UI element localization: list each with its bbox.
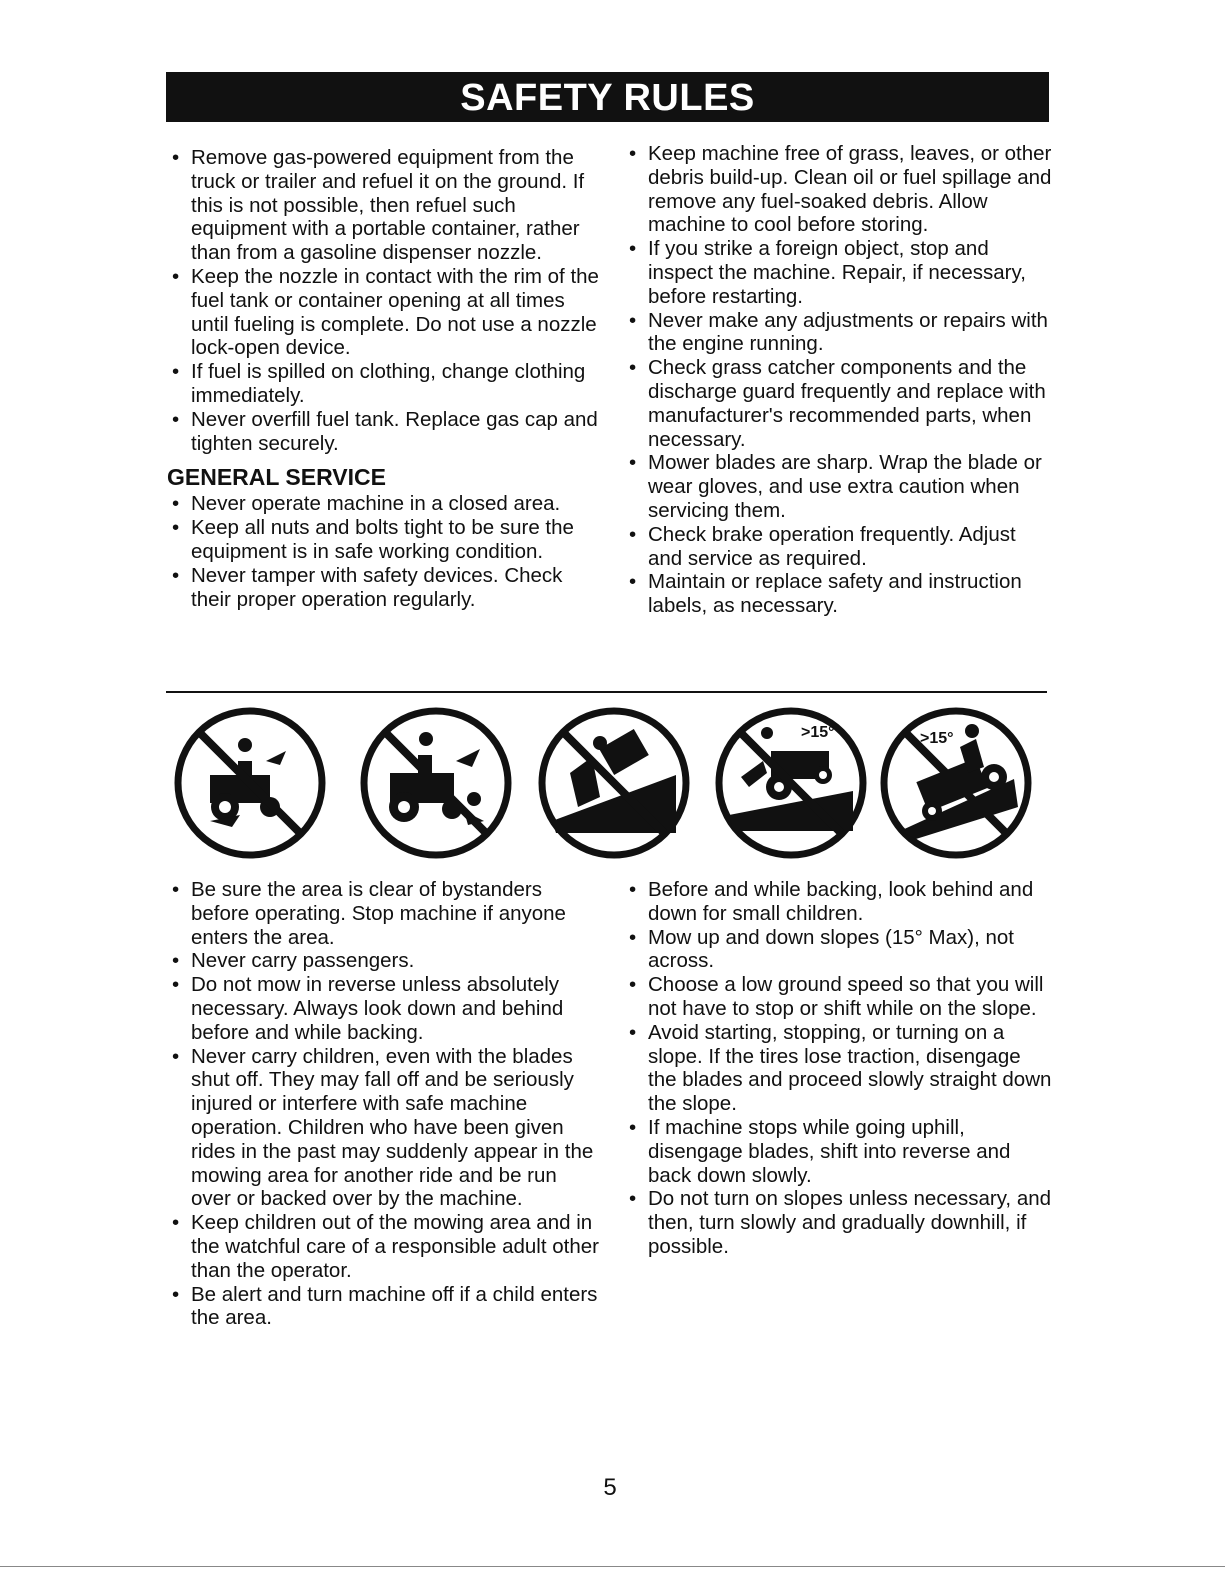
safety-pictogram-row: [170, 703, 1040, 863]
list-item: • Be sure the area is clear of bystanders before operating. Stop machine if anyone enters the area.: [167, 878, 600, 949]
list-item: • Keep all nuts and bolts tight to be sure the equipment is in safe working condition.: [167, 516, 600, 564]
list-item: • Avoid starting, stopping, or turning on a slope. If the tires lose traction, disengage the blades and proceed slowly straight down the slope.: [624, 1021, 1054, 1116]
fuel-rules-column: [167, 146, 600, 611]
list-item: • Remove gas-powered equipment from the truck or trailer and refuel it on the ground. If this is not possible, then refuel such equipment with a portable container, rather than from a gasoline dispenser nozzle.: [167, 146, 600, 265]
section-divider: [166, 691, 1047, 693]
list-item: • Keep machine free of grass, leaves, or other debris build-up. Clean oil or fuel spillage and remove any fuel-soaked debris. Allow machine to cool before storing.: [624, 142, 1054, 237]
list-item: • Never tamper with safety devices. Check their proper operation regularly.: [167, 564, 600, 612]
list-item: • Never overfill fuel tank. Replace gas cap and tighten securely.: [167, 408, 600, 456]
list-item: • Never operate machine in a closed area.: [167, 492, 600, 516]
slope-angle-label: >15°: [920, 730, 954, 747]
no-passengers-icon: [356, 703, 516, 863]
list-item: • Check brake operation frequently. Adjust and service as required.: [624, 523, 1054, 571]
no-bystanders-icon: [170, 703, 330, 863]
list-item: • Keep children out of the mowing area and in the watchful care of a responsible adult other than the operator.: [167, 1211, 600, 1282]
list-item: • Never carry passengers.: [167, 949, 600, 973]
list-item: • Check grass catcher components and the discharge guard frequently and replace with manufacturer's recommended parts, when necessary.: [624, 356, 1054, 451]
page-number: 5: [603, 1474, 617, 1501]
no-sideways-slope-icon: [876, 703, 1036, 863]
list-item: • Choose a low ground speed so that you will not have to stop or shift while on the slope.: [624, 973, 1054, 1021]
list-item: • If machine stops while going uphill, disengage blades, shift into reverse and back down slowly.: [624, 1116, 1054, 1187]
page-bottom-edge: [0, 1566, 1225, 1567]
bystander-rules-column: [167, 878, 600, 1330]
page-title-banner: SAFETY RULES: [166, 72, 1049, 122]
list-item: • If fuel is spilled on clothing, change clothing immediately.: [167, 360, 600, 408]
service-rules-column: [624, 142, 1054, 618]
list-item: • Never carry children, even with the blades shut off. They may fall off and be seriously injured or interfere with safe machine operation. Children who have been given rides in the past may suddenly appear in the mowing area for another ride and be run over or backed over by the machine.: [167, 1045, 600, 1212]
section-heading-general-service: GENERAL SERVICE: [167, 464, 386, 491]
list-item: • Do not turn on slopes unless necessary, and then, turn slowly and gradually downhill, if possible.: [624, 1187, 1054, 1258]
list-item: • If you strike a foreign object, stop and inspect the machine. Repair, if necessary, before restarting.: [624, 237, 1054, 308]
list-item: • Mow up and down slopes (15° Max), not across.: [624, 926, 1054, 974]
slope-angle-label: >15°: [801, 724, 835, 741]
no-slope-over-15-icon: [711, 703, 871, 863]
list-item: • Before and while backing, look behind and down for small children.: [624, 878, 1054, 926]
no-steep-slope-icon: [534, 703, 694, 863]
slope-rules-column: [624, 878, 1054, 1259]
list-item: • Never make any adjustments or repairs with the engine running.: [624, 309, 1054, 357]
list-item: • Maintain or replace safety and instruction labels, as necessary.: [624, 570, 1054, 618]
list-item: • Do not mow in reverse unless absolutely necessary. Always look down and behind before and while backing.: [167, 973, 600, 1044]
list-item: • Mower blades are sharp. Wrap the blade or wear gloves, and use extra caution when servicing them.: [624, 451, 1054, 522]
list-item: • Keep the nozzle in contact with the rim of the fuel tank or container opening at all times until fueling is complete. Do not use a nozzle lock-open device.: [167, 265, 600, 360]
list-item: • Be alert and turn machine off if a child enters the area.: [167, 1283, 600, 1331]
